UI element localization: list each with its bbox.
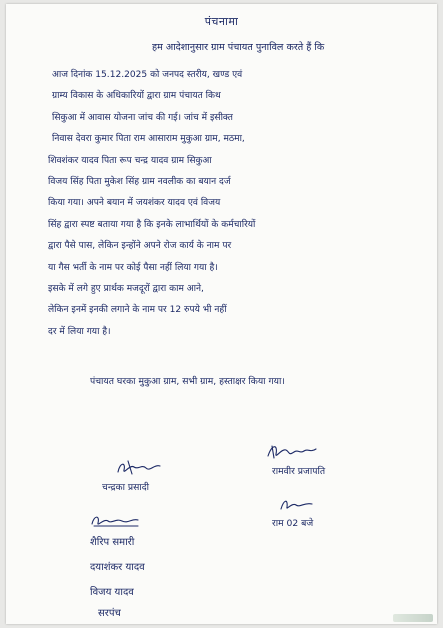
scanner-watermark <box>393 614 433 622</box>
body-line: लेकिन इनमें इनकी लगाने के नाम पर 12 रुपये भी नहीं <box>48 304 227 316</box>
body-line: किया गया। अपने बयान में जयशंकर यादव एवं विजय <box>48 197 221 209</box>
document-title: पंचनामा <box>204 15 239 28</box>
signature-name: चन्द्रका प्रसादी <box>102 482 149 493</box>
body-line: ग्राम्य विकास के अधिकारियों द्वारा ग्राम पंचायत किथ <box>52 90 221 102</box>
signature-scribble-icon <box>88 512 142 530</box>
opening-line: हम आदेशानुसार ग्राम पंचायत पुनाविल करते हैं कि <box>152 42 325 53</box>
signature-scribble-icon <box>114 458 166 478</box>
witness-name: विजय यादव <box>90 587 134 598</box>
body-line: आज दिनांक 15.12.2025 को जनपद स्तरीय, खण्ड एवं <box>52 69 243 80</box>
document-page <box>6 4 437 624</box>
closing-line: पंचायत घरका मुकुआ ग्राम, सभी ग्राम, हस्ताक्षर किया गया। <box>90 376 285 387</box>
body-text <box>48 64 423 342</box>
witness-name: सरपंच <box>98 608 121 619</box>
body-line: दर में लिया गया है। <box>48 325 111 337</box>
body-line: सिकुआ में आवास योजना जांच की गई। जांच में इसीक्त <box>52 111 233 123</box>
body-line: द्वारा पैसे पास, लेकिन इन्होंने अपने रोज कार्य के नाम पर <box>48 240 232 252</box>
witness-name: दयाशंकर यादव <box>90 562 145 573</box>
body-line: इसके में लगे हुए प्रार्थक मजदूरों द्वारा काम आने, <box>48 282 204 294</box>
signature-scribble-icon <box>278 497 318 513</box>
signature-scribble-icon <box>264 440 324 462</box>
body-line: निवास देवरा कुमार पिता राम आसाराम मुकुआ ग्राम, मठमा, <box>52 133 245 145</box>
signature-note: राम 02 बजे <box>272 518 314 529</box>
signature-name: रामवीर प्रजापति <box>272 466 326 477</box>
body-line: या गैस भर्ती के नाम पर कोई पैसा नहीं लिया गया है। <box>48 261 218 273</box>
body-line: विजय सिंह पिता मुकेश सिंह ग्राम नवलीक का बयान दर्ज <box>48 175 231 187</box>
witness-name: शैरिप समारी <box>90 537 135 548</box>
body-line: शिवशंकर यादव पिता रूप चन्द्र यादव ग्राम सिकुआ <box>48 154 212 166</box>
body-line: सिंह द्वारा स्पष्ट बताया गया है कि इनके लाभार्थियों के कर्मचारियों <box>48 218 256 230</box>
